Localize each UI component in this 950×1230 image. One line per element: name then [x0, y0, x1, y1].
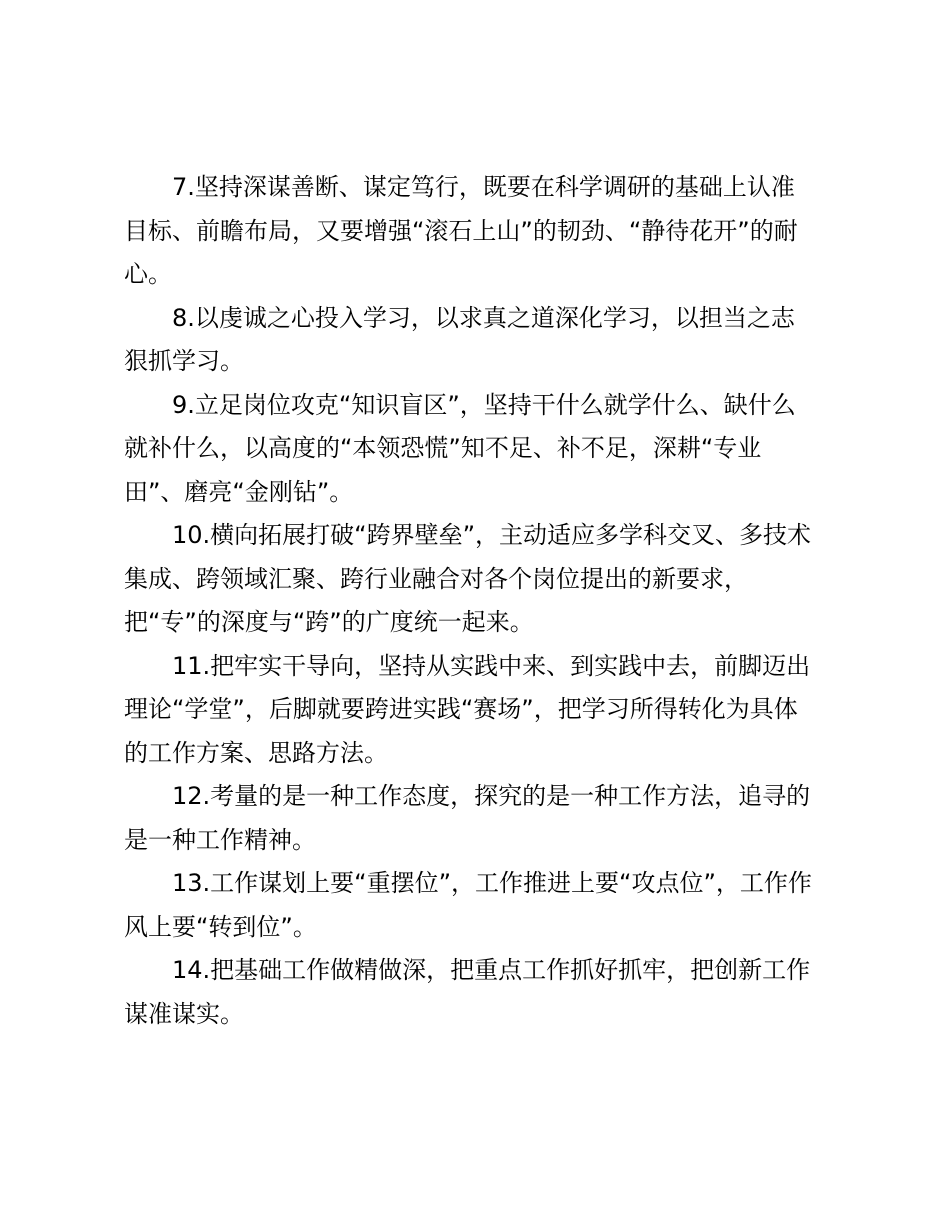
- paragraph-line: 集成、跨领域汇聚、跨行业融合对各个岗位提出的新要求，: [124, 564, 748, 593]
- paragraph-item-11: [124, 645, 836, 776]
- paragraph-line: 理论“学堂”，后脚就要跨进实践“赛场”，把学习所得转化为具体: [124, 695, 798, 723]
- paragraph-line: 把“专”的深度与“跨”的广度统一起来。: [124, 608, 534, 636]
- paragraph-line: 的工作方案、思路方法。: [124, 738, 388, 767]
- paragraph-line: 14.把基础工作做精做深，把重点工作抓好抓牢，把创新工作: [172, 956, 811, 984]
- paragraph-line: 7.坚持深谋善断、谋定笃行，既要在科学调研的基础上认准: [172, 173, 795, 201]
- paragraph-line: 12.考量的是一种工作态度，探究的是一种工作方法，追寻的: [172, 782, 811, 810]
- document-body: [124, 166, 836, 1036]
- paragraph-item-8: [124, 297, 836, 384]
- paragraph-line: 9.立足岗位攻克“知识盲区”，坚持干什么就学什么、缺什么: [172, 390, 796, 419]
- paragraph-item-9: [124, 384, 836, 515]
- paragraph-item-10: [124, 514, 836, 645]
- paragraph-item-13: [124, 862, 836, 949]
- paragraph-line: 田”、磨亮“金刚钻”。: [124, 477, 354, 506]
- paragraph-line: 11.把牢实干导向，坚持从实践中来、到实践中去，前脚迈出: [172, 651, 811, 680]
- paragraph-item-12: [124, 775, 836, 862]
- paragraph-line: 目标、前瞻布局，又要增强“滚石上山”的韧劲、“静待花开”的耐: [124, 216, 798, 245]
- paragraph-item-14: [124, 949, 836, 1036]
- paragraph-item-7: [124, 166, 836, 297]
- paragraph-line: 10.横向拓展打破“跨界壁垒”，主动适应多学科交叉、多技术: [172, 521, 812, 549]
- paragraph-line: 谋准谋实。: [124, 999, 244, 1028]
- paragraph-line: 心。: [124, 260, 172, 288]
- paragraph-line: 是一种工作精神。: [124, 825, 316, 854]
- paragraph-line: 13.工作谋划上要“重摆位”，工作推进上要“攻点位”，工作作: [172, 869, 812, 897]
- paragraph-line: 风上要“转到位”。: [124, 912, 317, 941]
- paragraph-line: 8.以虔诚之心投入学习，以求真之道深化学习，以担当之志: [172, 303, 795, 332]
- paragraph-line: 狠抓学习。: [124, 347, 244, 375]
- paragraph-line: 就补什么，以高度的“本领恐慌”知不足、补不足，深耕“专业: [124, 434, 762, 462]
